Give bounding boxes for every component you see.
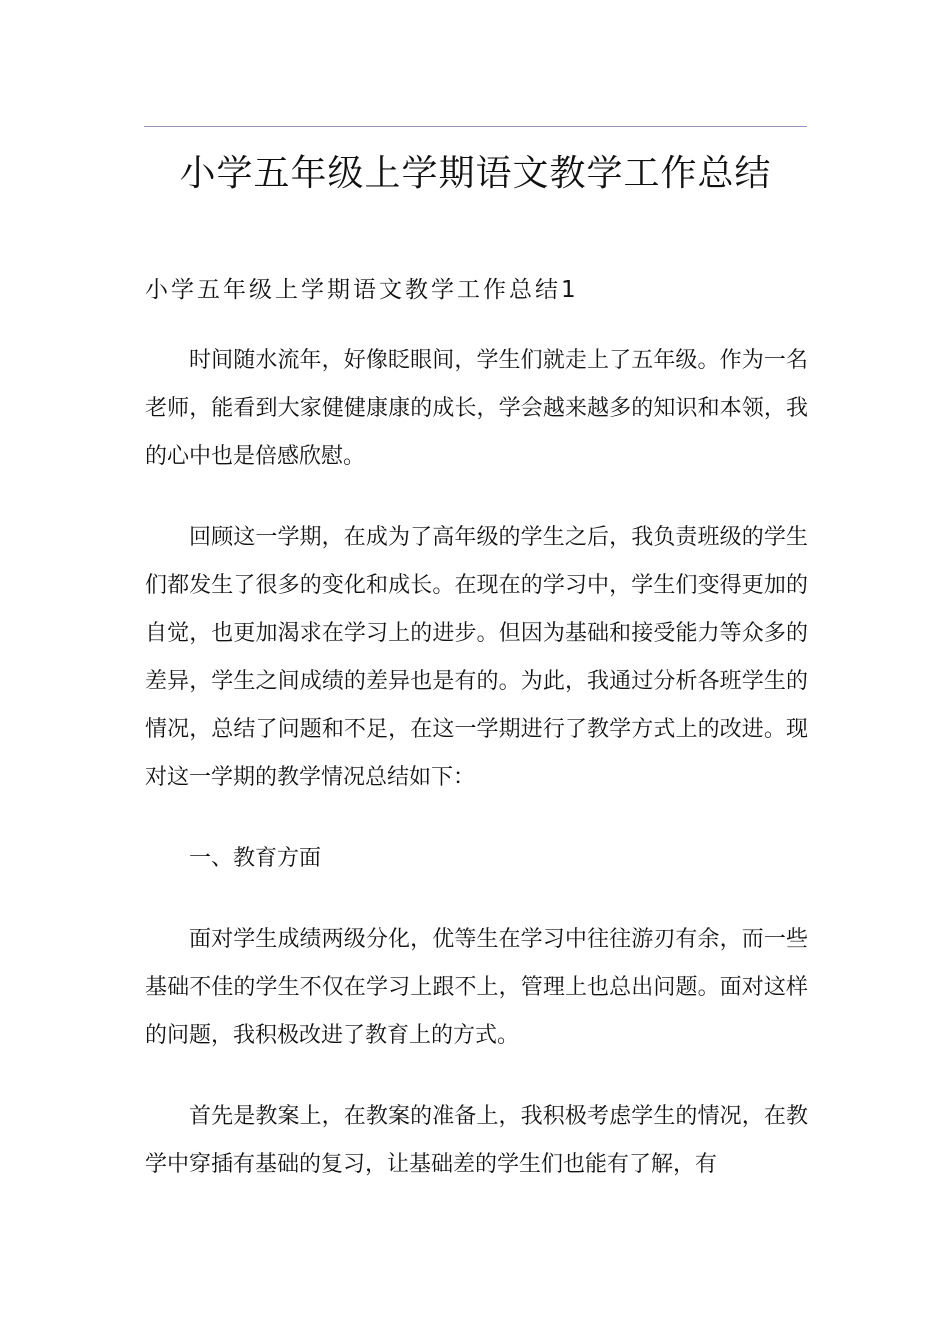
paragraph-4: 首先是教案上，在教案的准备上，我积极考虑学生的情况，在教学中穿插有基础的复习，让基础差的学生们也能有了解，有 (145, 1104, 808, 1177)
paragraph-1: 时间随水流年，好像眨眼间，学生们就走上了五年级。作为一名老师，能看到大家健健康康的成长，学会越来越多的知识和本领，我的心中也是倍感欣慰。 (145, 348, 808, 469)
paragraph-heading-education: 一、教育方面 (189, 846, 322, 871)
document-title: 小学五年级上学期语文教学工作总结 (179, 153, 772, 194)
document-body (145, 337, 808, 1189)
paragraph-3: 面对学生成绩两级分化，优等生在学习中往往游刃有余，而一些基础不佳的学生不仅在学习上跟不上，管理上也总出问题。面对这样的问题，我积极改进了教育上的方式。 (145, 927, 808, 1048)
paragraph-2: 回顾这一学期，在成为了高年级的学生之后，我负责班级的学生们都发生了很多的变化和成长。在现在的学习中，学生们变得更加的自觉，也更加渴求在学习上的进步。但因为基础和接受能力等众多的差异，学生之间成绩的差异也是有的。为此，我通过分析各班学生的情况，总结了问题和不足，在这一学期进行了教学方式上的改进。现对这一学期的教学情况总结如下： (145, 525, 808, 790)
header-rule (144, 126, 807, 127)
section-title: 小学五年级上学期语文教学工作总结1 (145, 277, 579, 303)
